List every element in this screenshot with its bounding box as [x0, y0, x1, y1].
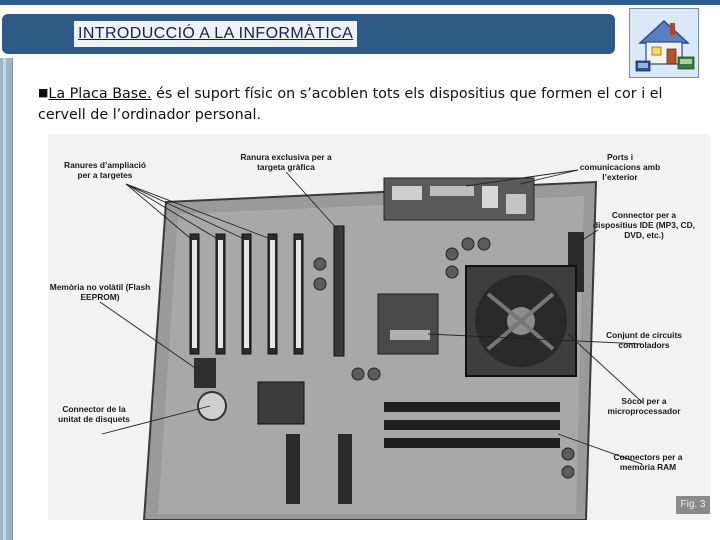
- bullet-paragraph: [38, 82, 678, 126]
- bullet-body: és el suport físic on s’acoblen tots els dispositius que formen el cor i el cervell de l’ordinador personal.: [38, 86, 663, 123]
- house-network-logo: [629, 8, 699, 78]
- square-bullet-icon: ■: [38, 86, 49, 99]
- left-accent-bar: [0, 58, 13, 540]
- callout-controllers: Conjunt de circuits controladors: [606, 330, 682, 350]
- keyword-placa-base: La Placa Base.: [48, 86, 152, 102]
- callout-cpu-socket: Sòcol per a microprocessador: [607, 396, 681, 416]
- motherboard-figure: [48, 134, 710, 520]
- left-accent-stripe: [3, 58, 6, 540]
- callout-ports: Ports i comunicacions amb l’exterior: [579, 152, 661, 182]
- house-icon: [630, 9, 698, 77]
- top-rule: [0, 0, 720, 5]
- slide-title: INTRODUCCIÓ A LA INFORMÀTICA: [74, 21, 357, 47]
- callout-ram-connectors: Connectors per a memòria RAM: [613, 452, 683, 472]
- callout-ide-connector: Connector per a dispositius IDE (MP3, CD, DVD, etc.): [593, 210, 695, 240]
- callout-flash-memory: Memòria no volàtil (Flash EEPROM): [49, 282, 151, 302]
- callout-expansion-slots: Ranures d’ampliació per a targetes: [64, 160, 146, 180]
- callout-graphics-slot: Ranura exclusiva per a targeta gràfica: [240, 152, 332, 172]
- callout-floppy-connector: Connector de la unitat de disquets: [58, 404, 130, 424]
- figure-tag: Fig. 3: [676, 496, 710, 514]
